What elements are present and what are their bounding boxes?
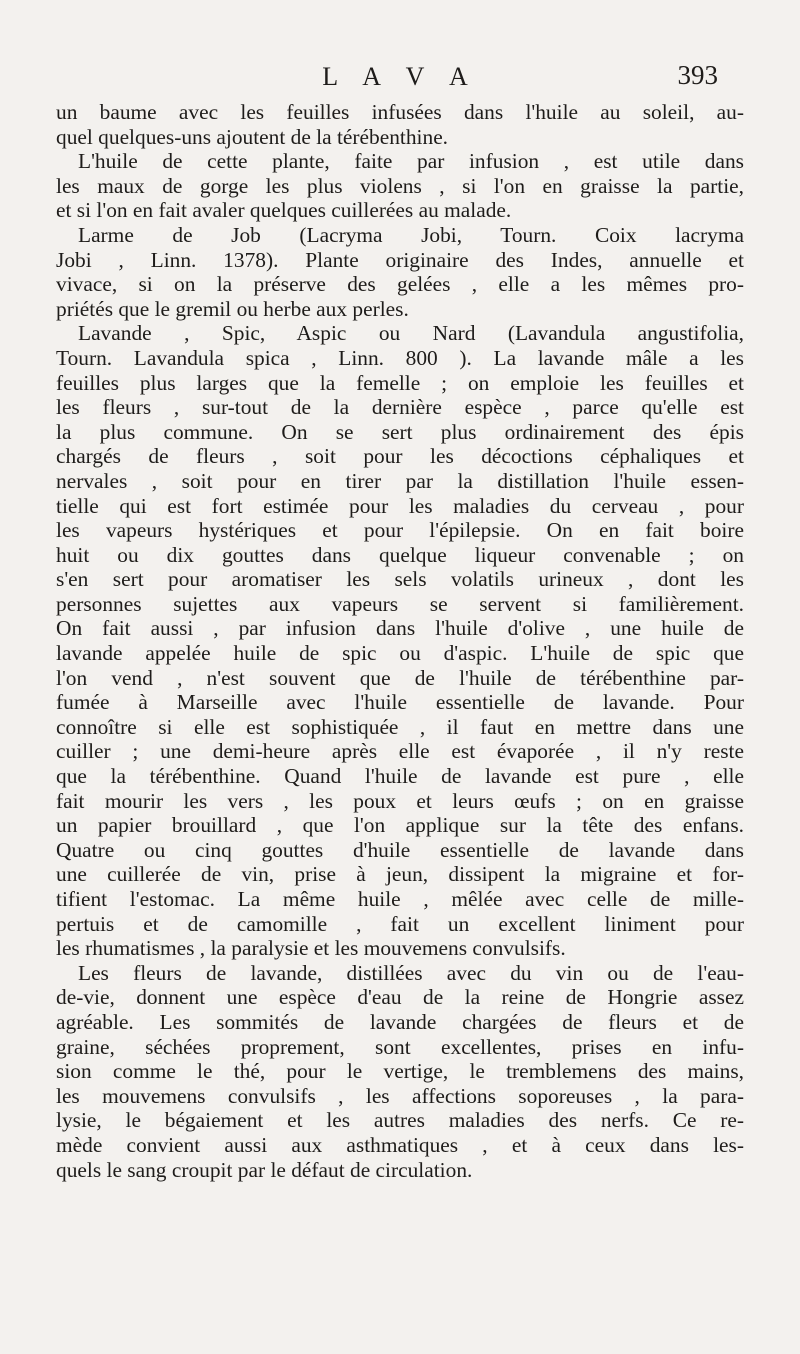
text-line: et si l'on en fait avaler quelques cuillerées au malade. [56,198,512,223]
text-line: s'en sert pour aromatiser les sels volatils urineux , dont les [56,567,744,592]
text-body [56,100,744,1182]
text-line: pertuis et de camomille , fait un excellent liniment pour [56,911,744,936]
text-line: les rhumatismes , la paralysie et les mouvemens convulsifs. [56,936,566,961]
text-line: cuiller ; une demi-heure après elle est évaporée , il n'y reste [56,739,744,764]
text-line: huit ou dix gouttes dans quelque liqueur convenable ; on [56,542,744,567]
entry-line-lavande: Lavande , Spic, Aspic ou Nard (Lavandula angustifolia, [78,321,744,346]
text-line: Les fleurs de lavande, distillées avec du vin ou de l'eau- [78,960,744,985]
text-line: l'on vend , n'est souvent que de l'huile de térébenthine par- [56,665,744,690]
text-line: un papier brouillard , que l'on applique sur la tête des enfans. [56,813,744,838]
text-line: priétés que le gremil ou herbe aux perles. [56,296,409,321]
text-line: chargés de fleurs , soit pour les décoctions céphaliques et [56,444,744,469]
text-line: nervales , soit pour en tirer par la distillation l'huile essen- [56,468,744,493]
text-line: les mouvemens convulsifs , les affections soporeuses , la para- [56,1083,744,1108]
text-line: Quatre ou cinq gouttes d'huile essentielle de lavande dans [56,837,744,862]
text-line: Jobi , Linn. 1378). Plante originaire des Indes, annuelle et [56,247,744,272]
text-line: un baume avec les feuilles infusées dans l'huile au soleil, au- [56,100,744,124]
text-line: Tourn. Lavandula spica , Linn. 800 ). La lavande mâle a les [56,345,744,370]
text-line: tielle qui est fort estimée pour les maladies du cerveau , pour [56,493,744,518]
text-line: On fait aussi , par infusion dans l'huile d'olive , une huile de [56,616,744,641]
text-line: la plus commune. On se sert plus ordinairement des épis [56,419,744,444]
text-line: les vapeurs hystériques et pour l'épilepsie. On en fait boire [56,518,744,543]
text-line: connoître si elle est sophistiquée , il faut en mettre dans une [56,714,744,739]
running-header [0,60,800,96]
text-line: que la térébenthine. Quand l'huile de lavande est pure , elle [56,764,744,789]
text-line: feuilles plus larges que la femelle ; on emploie les feuilles et [56,370,744,395]
text-line: tifient l'estomac. La même huile , mêlée avec celle de mille- [56,887,744,911]
running-title: L A V A [322,62,478,91]
text-line: L'huile de cette plante, faite par infusion , est utile dans [78,149,744,174]
text-line: lavande appelée huile de spic ou d'aspic. L'huile de spic que [56,641,744,666]
text-line: les maux de gorge les plus violens , si l'on en graisse la partie, [56,173,744,198]
text-line: vivace, si on la préserve des gelées , elle a les mêmes pro- [56,272,744,297]
text-line: personnes sujettes aux vapeurs se servent si familièrement. [56,591,744,616]
text-line: quels le sang croupit par le défaut de circulation. [56,1157,473,1182]
text-line: quel quelques-uns ajoutent de la térébenthine. [56,124,449,149]
text-line: les fleurs , sur-tout de la dernière espèce , parce qu'elle est [56,395,744,420]
page-number: 393 [677,60,718,90]
entry-line-larme-de-job: Larme de Job (Lacryma Jobi, Tourn. Coix lacryma [78,222,744,247]
text-line: mède convient aussi aux asthmatiques , et à ceux dans les- [56,1132,744,1157]
text-line: fait mourir les vers , les poux et leurs œufs ; on en graisse [56,788,744,813]
text-line: lysie, le bégaiement et les autres maladies des nerfs. Ce re- [56,1108,744,1133]
text-line: fumée à Marseille avec l'huile essentielle de lavande. Pour [56,690,744,715]
text-line: sion comme le thé, pour le vertige, le tremblemens des mains, [56,1059,744,1084]
text-line: une cuillerée de vin, prise à jeun, dissipent la migraine et for- [56,862,744,887]
text-line: de-vie, donnent une espèce d'eau de la reine de Hongrie assez [56,985,744,1010]
text-line: graine, séchées proprement, sont excellentes, prises en infu- [56,1034,744,1059]
text-line: agréable. Les sommités de lavande chargées de fleurs et de [56,1009,744,1034]
